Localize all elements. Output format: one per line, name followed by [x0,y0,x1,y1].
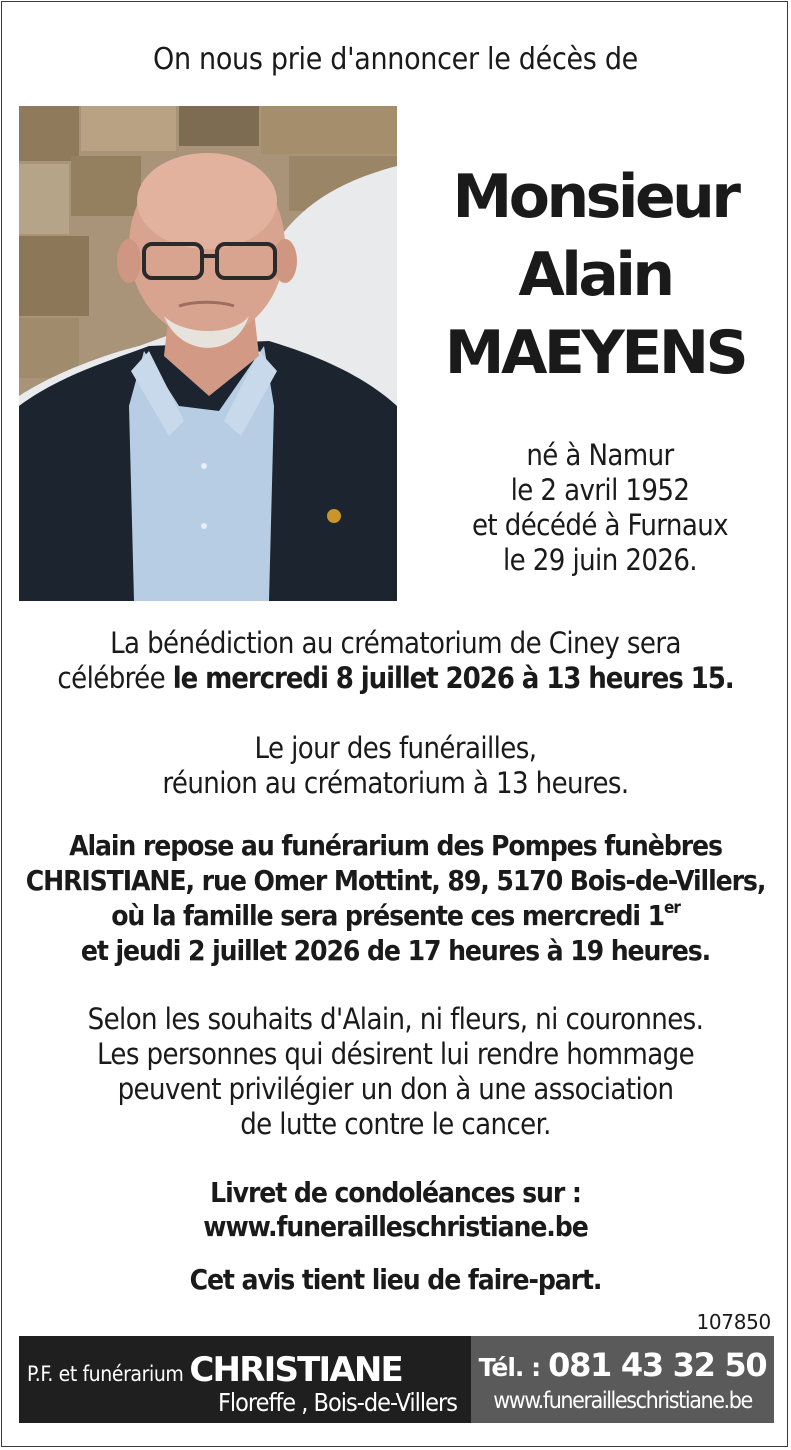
footer-tel-label: Tél. : [478,1353,541,1382]
funeral-paragraph [0,731,791,801]
condolences-label: Livret de condoléances sur : [210,1176,581,1209]
birth-death-info [405,438,791,578]
footer-website[interactable]: www.funerailleschristiane.be [493,1388,752,1414]
condolences-link[interactable]: www.funerailleschristiane.be [203,1210,588,1243]
repose-line-3-text: où la famille sera présente ces mercredi 1 [111,899,665,932]
ceremony-datetime: le mercredi 8 juillet 2026 à 13 heures 15. [172,661,734,695]
ceremony-line-2 [0,661,791,696]
name-first: Alain [518,240,672,310]
reference-number: 107850 [696,1310,771,1334]
birth-place: né à Namur [526,438,674,472]
death-place: et décédé à Furnaux [471,508,729,542]
birth-date: le 2 avril 1952 [510,473,690,507]
portrait-photo [19,106,397,601]
announcement-intro: On nous prie d'annoncer le décès de [153,42,638,77]
footer-phone-line [471,1346,774,1384]
ceremony-line-1: La bénédiction au crématorium de Ciney sera [110,626,681,660]
footer-prefix: P.F. et funérarium [27,1362,184,1386]
wishes-line-3: peuvent privilégier un don à une association [117,1072,674,1106]
wishes-line-2: Les personnes qui désirent lui rendre hommage [96,1037,695,1071]
footer-branding [19,1336,471,1423]
repose-paragraph [0,828,791,968]
funeral-line-2: réunion au crématorium à 13 heures. [162,766,629,800]
condolences-paragraph [0,1176,791,1244]
death-date: le 29 juin 2026. [503,543,697,577]
footer-tel-number[interactable]: 081 43 32 50 [548,1346,767,1384]
repose-line-3 [0,898,791,933]
footer-locations: Floreffe , Bois-de-Villers [217,1388,457,1417]
repose-line-4: et jeudi 2 juillet 2026 de 17 heures à 19 heures. [80,934,711,967]
deceased-name [405,158,785,392]
ceremony-paragraph [0,626,791,696]
ceremony-line-2-plain: célébrée [57,661,173,695]
wishes-line-4: de lutte contre le cancer. [240,1107,551,1141]
repose-line-2: CHRISTIANE, rue Omer Mottint, 89, 5170 Bois-de-Villers, [25,864,766,897]
faire-part-notice: Cet avis tient lieu de faire-part. [189,1263,602,1296]
funeral-line-1: Le jour des funérailles, [254,731,537,765]
repose-superscript: er [664,897,680,918]
repose-line-1: Alain repose au funérarium des Pompes funèbres [69,829,722,862]
name-last: MAEYENS [444,318,746,388]
footer-contact [471,1336,774,1423]
footer-brand-name: CHRISTIANE [189,1350,402,1390]
wishes-line-1: Selon les souhaits d'Alain, ni fleurs, ni couronnes. [87,1002,704,1036]
name-title: Monsieur [452,162,738,232]
footer-brand-line [27,1350,402,1390]
wishes-paragraph [0,1002,791,1142]
